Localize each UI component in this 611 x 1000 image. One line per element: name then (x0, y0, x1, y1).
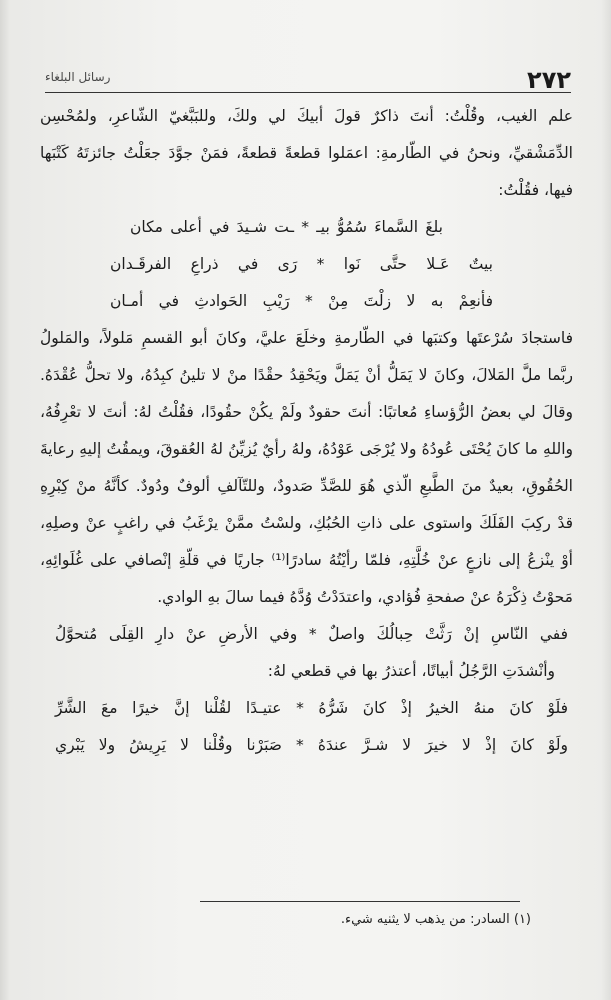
page-edge-shadow-right (601, 0, 611, 1000)
text-line: وقالَ لي بعضُ الرُّؤساءِ مُعاتبًا: أنتَ حقودٌ ولَمْ يكُنْ حقُودًا، فقُلْتُ لهُ: أنتَ لا تعْرِفُهُ، (40, 403, 573, 421)
text-line: علم الغيب، وقُلْتُ: أنتَ ذاكرٌ قولَ أبيكَ لي ولكَ، وللبَبَّغيّ الشّاعرِ، ولمُحْسِن (40, 107, 573, 125)
header-rule (45, 92, 571, 93)
text-line: مَحوْتُ ذِكْرَهُ عنْ صفحةِ فُؤادي، واعتدَدْتُ وُدَّهُ فيما سالَ بهِ الوادي. (157, 588, 573, 606)
footnote-rule (200, 901, 520, 902)
running-title: رسائل البلغاء (45, 70, 111, 84)
text-line: أوْ ينْزعُ إلى نازعٍ عنْ خُلَّتِهِ، فلمّا رأيْتُهُ سادرًا⁽¹⁾ جاريًا في قلّةِ إنْصافي على غُلَوائِهِ، (40, 551, 573, 569)
text-line: فاستجادَ سُرْعتَها وكتبَها في الطّارمةِ وخلَعَ عليَّ، وكانَ أبو القسمِ مَلولاً، والمَلولُ (40, 329, 573, 347)
verse-line: فلَوْ كانَ منهُ الخيرُ إذْ كانَ شَرُّهُ * عتيـدًا لقُلْنا إنَّ خيرًا معَ الشَّرِّ (55, 699, 568, 717)
footnote: (١) السادر: من يذهب لا يثنيه شيء. (340, 912, 531, 927)
text-line: قدْ ركِبَ الفَلَكَ واستوى على ذاتِ الحُبُكِ، ولسْتُ ممَّنْ يرْغَبُ في راغبٍ عنْ وصلِهِ، (40, 514, 573, 532)
page-body (40, 98, 573, 764)
text-line: وأنْشدَتِ الرَّجُلُ أبياتًا، أعتذرُ بها في قطعي لهُ: (267, 662, 555, 680)
text-line: الحُقُوقِ، بعيدٌ منَ الطَّبعِ الّذي هُوَ للصَّدِّ صَدودٌ، وللتّآلفِ ألوفٌ ودُودٌ. كأنَّهُ منْ كِبْرِهِ (40, 477, 573, 495)
verse-line: بلغَ السَّماءَ سُمُوُّ بيـ * ـت شـيدَ في أعلى مكان (130, 218, 443, 236)
page-edge-shadow-left (0, 0, 10, 1000)
page-number: ٢٧٢ (527, 66, 571, 94)
text-line: فيها، فقُلْتُ: (498, 181, 573, 199)
verse-line: بيتٌ عَـلا حتَّى نَوا * رَى في ذراعِ الفرقَـدان (110, 255, 493, 273)
page-header (45, 58, 571, 92)
verse-line: ففي النّاسِ إنْ رَثَّتْ حِبالُكَ واصلٌ * وفي الأرضِ عنْ دارِ القِلَى مُتحوَّلُ (55, 625, 568, 643)
verse-line: ولَوْ كانَ إذْ لا خيرَ لا شـرَّ عندَهُ * صَبَرْنا وقُلْنا لا يَرِيشُ ولا يَبْري (55, 736, 568, 754)
text-line: ربَّما ملَّ المَلالَ، وكانَ لا يَمَلُّ أنْ يَمَلَّ ويَحْقِدُ حقْدًا منْ لا تلينُ كبِدُهُ، ولا تحلُّ عُقْدَهُ. (40, 366, 573, 384)
text-line: واللهِ ما كانَ يُحْتَى عُودُهُ ولا يُرْجَى عَوْدُهُ، ولهُ رأيٌ يُزيِّنُ لهُ العُقوقَ، ويمقُتُ إليهِ رعايةَ (40, 440, 573, 458)
verse-line: فأنعِمْ به لا زلْتَ مِنْ * رَيْبِ الحَوادثِ في أمـان (110, 292, 493, 310)
text-line: الدِّمَشْقيِّ، ونحنُ في الطّارمةِ: اعمَلوا قطعةً قطعةً، فمَنْ جوَّدَ جعَلْتُ جائزتَهُ كَتْبَها (40, 144, 573, 162)
